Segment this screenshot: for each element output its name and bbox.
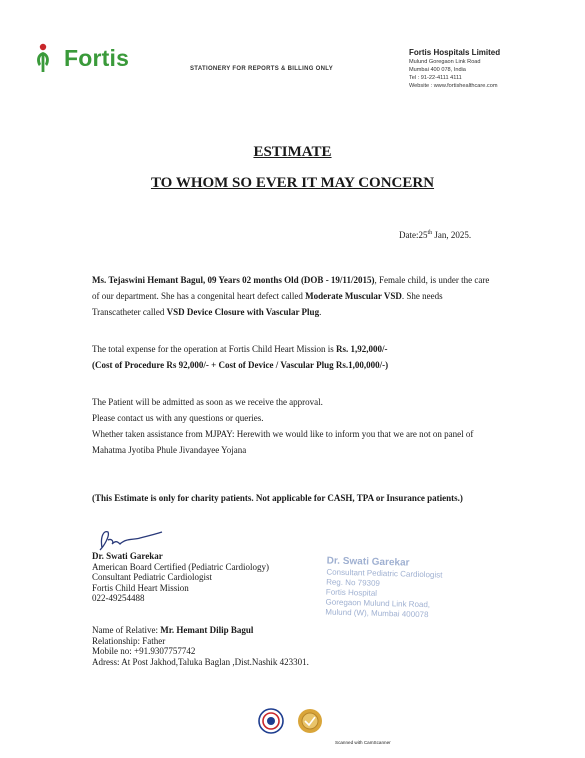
company-address bbox=[409, 47, 500, 90]
charity-note-text: (This Estimate is only for charity patients. Not applicable for CASH, TPA or Insurance patients.) bbox=[92, 493, 463, 503]
company-name: Fortis Hospitals Limited bbox=[409, 48, 501, 57]
logo-text: Fortis bbox=[64, 44, 130, 71]
stamp-name: Dr. Swati Garekar bbox=[326, 555, 410, 569]
address-line: Mulund Goregaon Link Road bbox=[409, 59, 481, 65]
cost-breakdown: (Cost of Procedure Rs 92,000/- + Cost of Device / Vascular Plug Rs.1,00,000/-) bbox=[92, 360, 389, 370]
doctor-phone: 022-49254488 bbox=[92, 593, 145, 603]
doctor-detail: Fortis Child Heart Mission bbox=[92, 582, 189, 593]
scanner-watermark: Scanned with CamScanner bbox=[335, 740, 391, 745]
doctor-detail: American Board Certified (Pediatric Cardiology) bbox=[92, 561, 269, 572]
stamp-line: Goregaon Mulund Link Road, bbox=[325, 597, 431, 610]
stationery-label: STATIONERY FOR REPORTS & BILLING ONLY bbox=[190, 66, 333, 72]
relative-name: Mr. Hemant Dilip Bagul bbox=[160, 625, 254, 635]
info-paragraph bbox=[92, 394, 492, 458]
address-line: Mumbai 400 078, India bbox=[409, 67, 466, 73]
expense-paragraph bbox=[92, 341, 492, 373]
fortis-logo bbox=[32, 42, 129, 74]
patient-paragraph bbox=[92, 272, 492, 320]
stamp-line: Mulund (W), Mumbai 400078 bbox=[325, 607, 429, 620]
doctor-name: Dr. Swati Garekar bbox=[92, 551, 163, 561]
letter-date bbox=[399, 230, 471, 240]
paragraph-text: . bbox=[319, 307, 322, 317]
paragraph-text: The total expense for the operation at Fortis Child Heart Mission is bbox=[92, 344, 336, 354]
fortis-logo-icon bbox=[32, 42, 62, 74]
award-seal-icon bbox=[297, 708, 323, 734]
relative-label: Name of Relative: bbox=[92, 625, 161, 635]
estimate-title: ESTIMATE bbox=[253, 144, 332, 160]
doctor-stamp bbox=[325, 555, 443, 620]
date-sup: th bbox=[427, 230, 433, 236]
date-prefix: Date:25 bbox=[399, 230, 428, 240]
accreditation-seal-icon bbox=[258, 708, 284, 734]
address-line: Tel : 91-22-4111 4111 bbox=[409, 75, 462, 81]
stamp-line: Consultant Pediatric Cardiologist bbox=[326, 567, 443, 580]
stamp-line: Reg. No 79309 bbox=[326, 577, 381, 588]
total-amount: Rs. 1,92,000/- bbox=[335, 344, 388, 354]
info-line: Please contact us with any questions or queries. bbox=[92, 413, 264, 423]
handwritten-signature bbox=[90, 526, 165, 554]
concern-title: TO WHOM SO EVER IT MAY CONCERN bbox=[150, 175, 435, 191]
relative-details bbox=[92, 625, 309, 667]
date-suffix: Jan, 2025. bbox=[432, 230, 472, 240]
defect-name: Moderate Muscular VSD bbox=[305, 291, 402, 301]
address: Adress: At Post Jakhod,Taluka Baglan ,Dist.Nashik 423301. bbox=[92, 656, 309, 667]
paragraph-text: , Female child, is under the care of our department. She has a congenital heart defect called bbox=[92, 275, 490, 301]
procedure-name: VSD Device Closure with Vascular Plug bbox=[166, 307, 320, 317]
patient-details: Ms. Tejaswini Hemant Bagul, 09 Years 02 months Old (DOB - 19/11/2015) bbox=[92, 275, 375, 285]
stamp-line: Fortis Hospital bbox=[325, 587, 378, 598]
info-line: Whether taken assistance from MJPAY: Herewith we would like to inform you that we are not on panel of Mahatma Jyotiba Phule Jivandayee Yojana bbox=[92, 429, 474, 455]
mobile-number: Mobile no: +91.9307757742 bbox=[92, 646, 196, 656]
relationship: Relationship: Father bbox=[92, 635, 166, 646]
paragraph-text: . She needs Transcatheter called bbox=[92, 291, 443, 317]
address-line: Website : www.fortishealthcare.com bbox=[409, 83, 498, 89]
doctor-signature-block bbox=[92, 551, 269, 604]
doctor-detail: Consultant Pediatric Cardiologist bbox=[92, 572, 212, 582]
info-line: The Patient will be admitted as soon as we receive the approval. bbox=[92, 397, 323, 407]
charity-note bbox=[92, 490, 492, 506]
